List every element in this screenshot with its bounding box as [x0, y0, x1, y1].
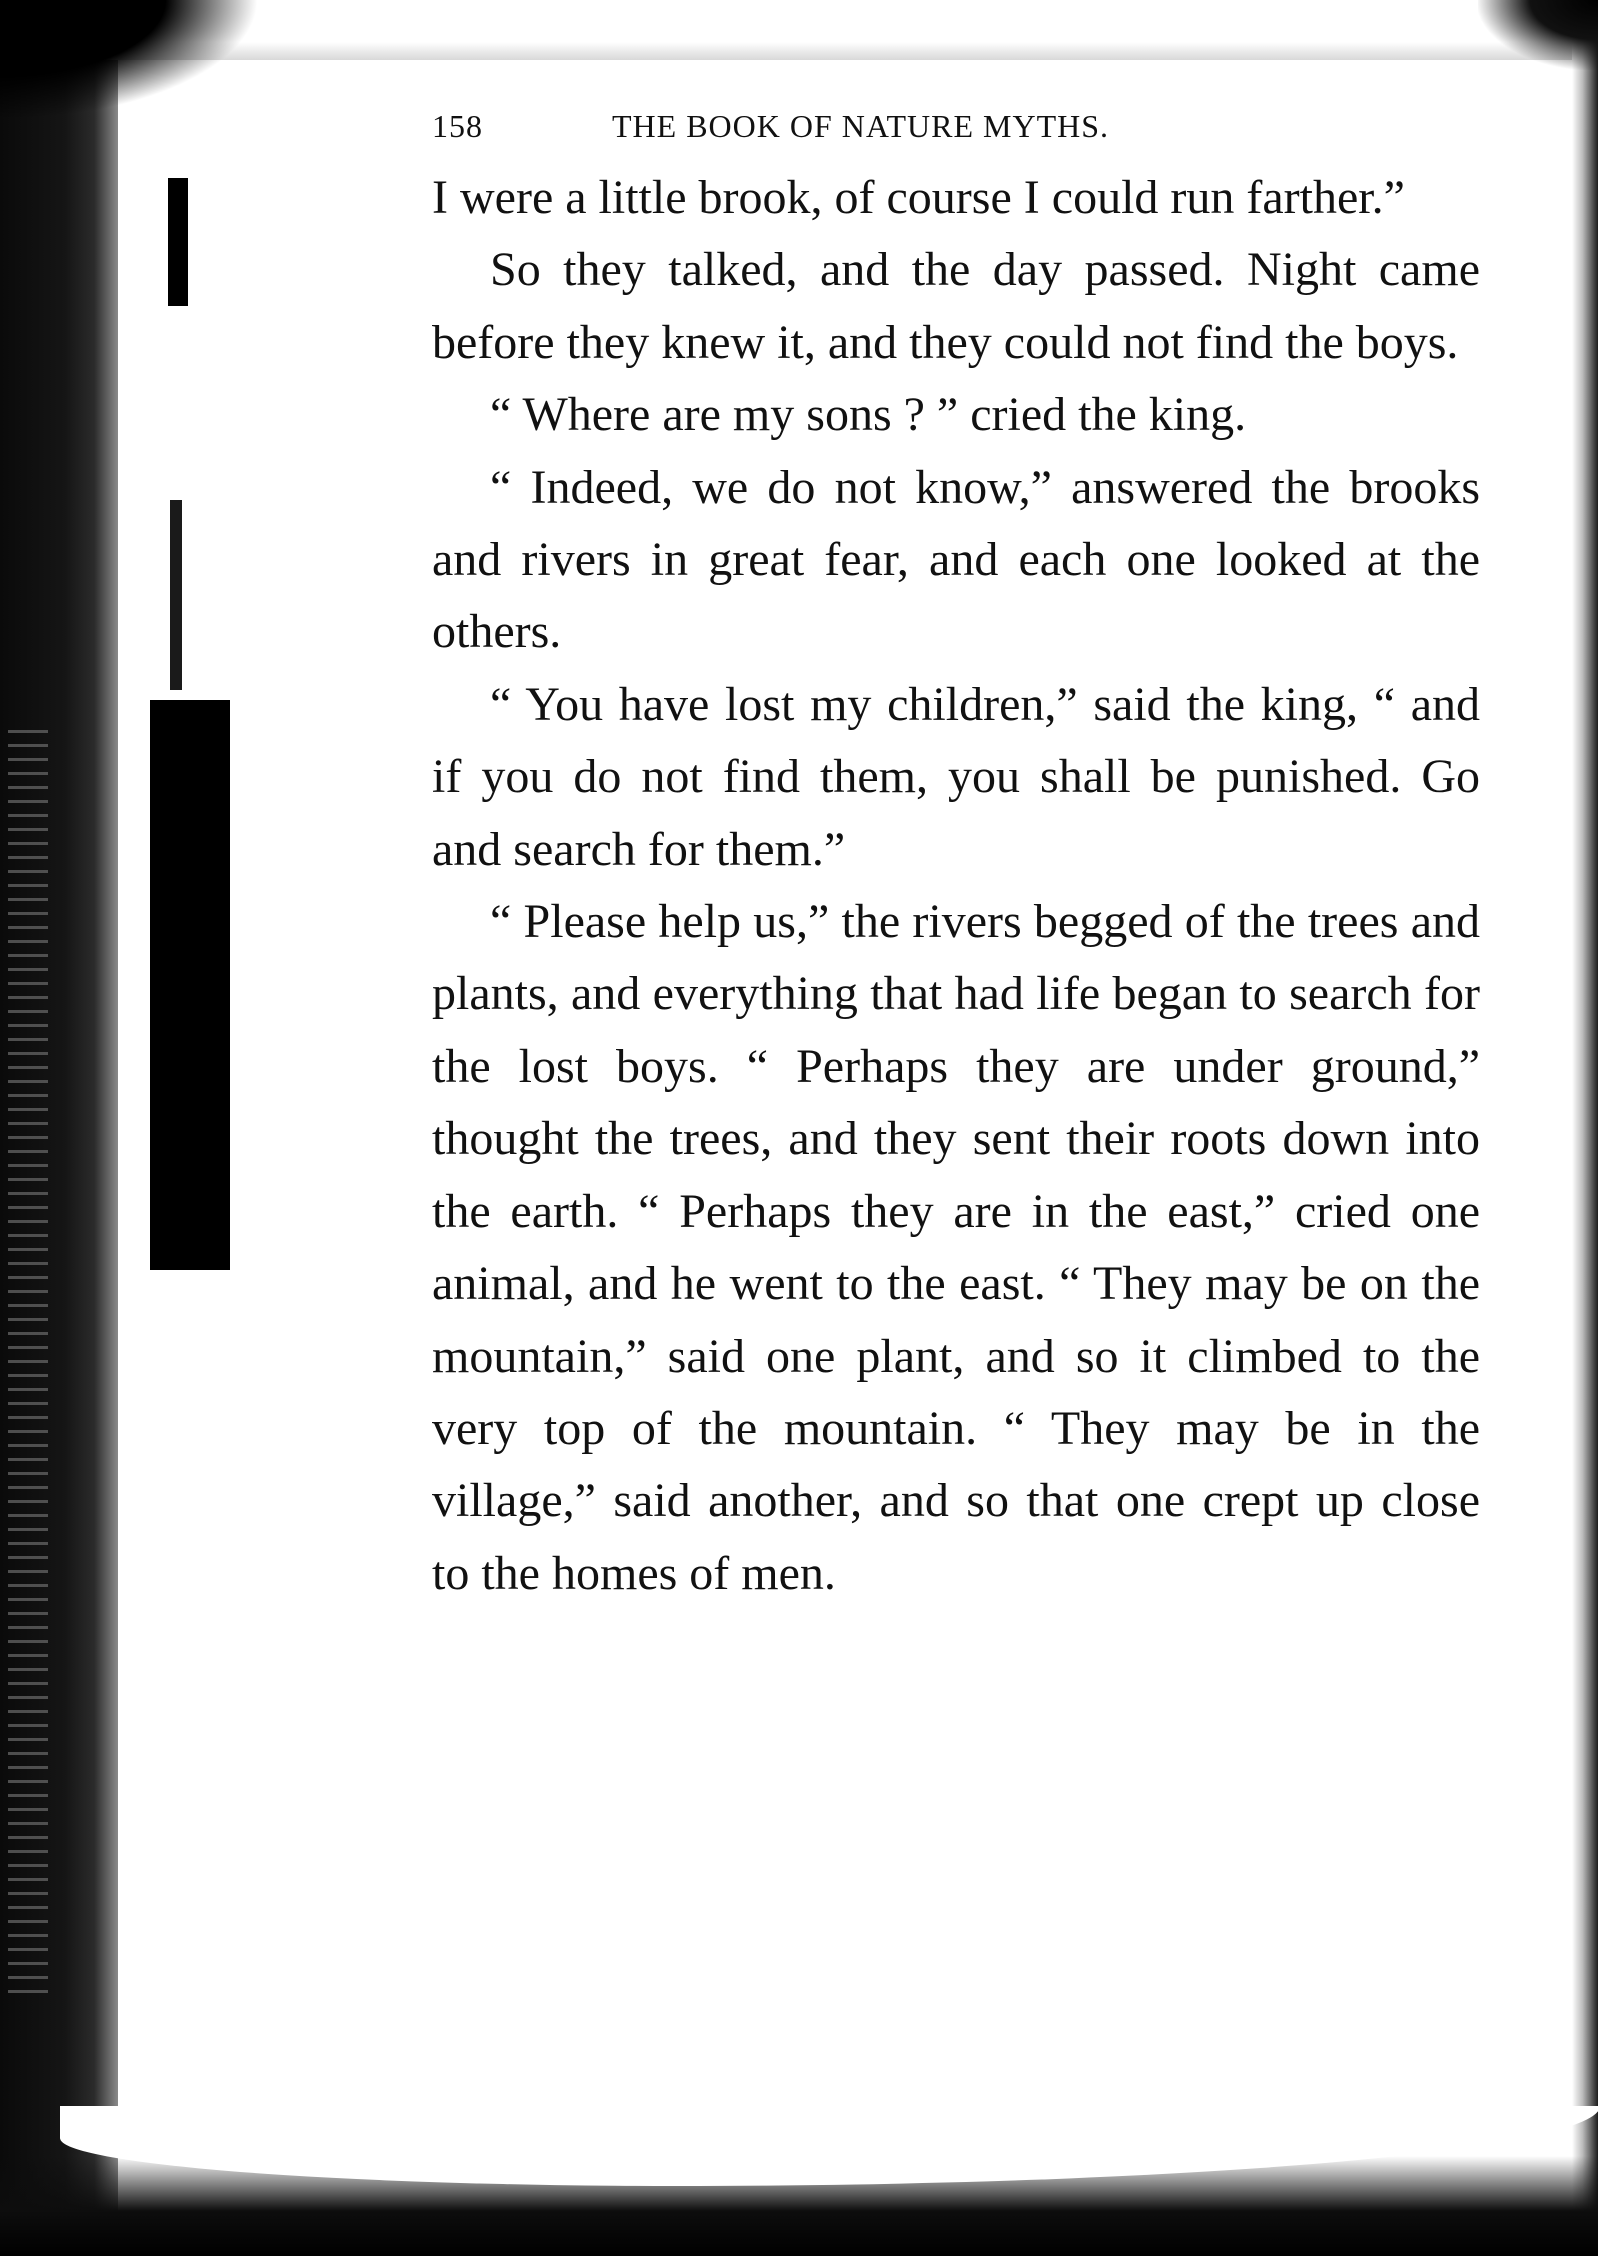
- paragraph: “ Where are my sons ? ” cried the king.: [490, 388, 1247, 442]
- page-header: [432, 100, 1480, 152]
- page-body: [432, 162, 1480, 1610]
- paragraph: “ Please help us,” the rivers begged of the trees and plants, and everything that had life began to search for the lost boys. “ Perhaps they are under ground,” thought the trees, and they sent their roots down into the earth. “ Perhaps they are in the east,” cried one animal, and he went to the east. “ They may be on the mountain,” said one plant, and so it climbed to the very top of the mountain. “ They may be in the village,” said another, and so that one crept up close to the homes of men.: [432, 895, 1480, 1600]
- running-title: THE BOOK OF NATURE MYTHS.: [612, 108, 1110, 144]
- paragraph: “ You have lost my children,” said the king, “ and if you do not find them, you shall be punished. Go and search for them.”: [432, 677, 1480, 876]
- right-edge-shadow: [1572, 0, 1598, 2256]
- top-left-corner-shadow: [0, 0, 260, 120]
- top-right-corner-shadow: [1478, 0, 1598, 70]
- paragraph: So they talked, and the day passed. Night came before they knew it, and they could not find the boys.: [432, 243, 1480, 369]
- binding-mark: [170, 500, 182, 690]
- paragraph: “ Indeed, we do not know,” answered the brooks and rivers in great fear, and each one looked at the others.: [432, 460, 1480, 659]
- page-number: 158: [432, 108, 483, 144]
- binding-mark: [150, 700, 230, 1270]
- paragraph: I were a little brook, of course I could run farther.”: [432, 171, 1405, 224]
- binding-mark: [168, 178, 188, 306]
- book-page: [432, 100, 1480, 1610]
- binding-stitch-marks: [8, 730, 48, 2000]
